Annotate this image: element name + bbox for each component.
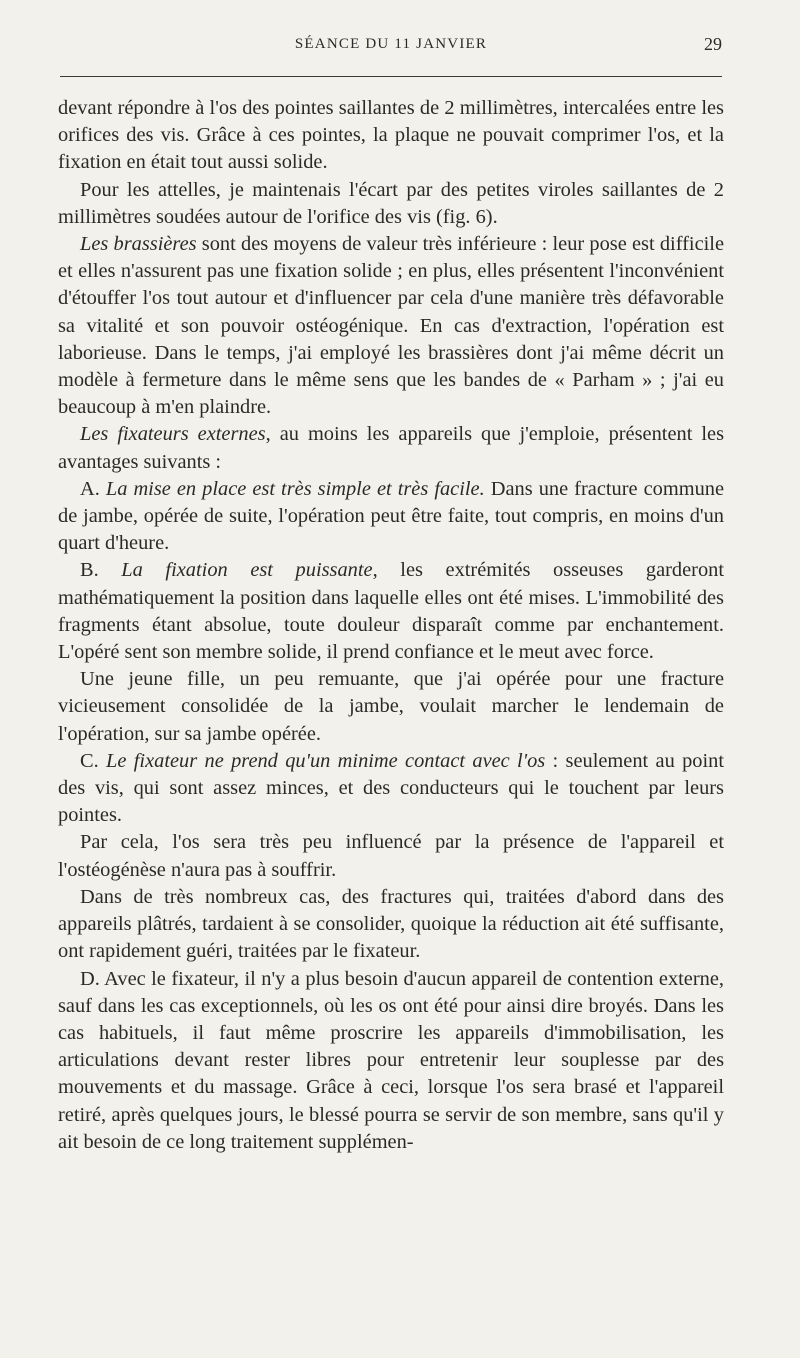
paragraph (58, 557, 724, 666)
italic-text: Les fixateurs externes (80, 423, 266, 446)
paragraph (58, 421, 724, 475)
text-segment: Dans une fracture commune de jambe, opérée de suite, l'opération peut être faite, tout compris, en moins d'un quart d'heure. (58, 477, 725, 555)
text-segment: C. (80, 749, 107, 772)
text-segment: Une jeune fille, un peu remuante, que j'ai opérée pour une fracture vicieusement consolidée de la jambe, voulait marcher le lendemain de l'opération, sur sa jambe opérée. (58, 668, 724, 745)
italic-text: La mise en place est très simple et très facile. (105, 477, 485, 500)
italic-text: Le fixateur ne prend qu'un minime contact avec l'os (106, 749, 546, 772)
paragraph (58, 177, 724, 231)
body-text (58, 95, 724, 1156)
text-segment: : seulement au point des vis, qui sont assez minces, et des conducteurs qui le touchent par leurs pointes. (58, 749, 725, 827)
text-segment: A. (80, 477, 106, 500)
text-segment: sont des moyens de valeur très inférieure : leur pose est difficile et elles n'assurent pas une fixation solide ; en plus, elles présentent l'inconvénient d'étouffer l'os tout autour et d'influencer par cela d'une manière très défavorable sa vitalité et son pouvoir ostéogénique. En cas d'extraction, l'opération est laborieuse. Dans le temps, j'ai employé les brassières dont j'ai même décrit un modèle à fermeture dans le même sens que les bandes de « Parham » ; j'ai eu beaucoup à m'en plaindre. (58, 233, 725, 419)
running-title: SÉANCE DU 11 JANVIER (294, 36, 488, 52)
paragraph (58, 666, 724, 748)
paragraph (58, 829, 724, 883)
text-segment: B. (80, 559, 122, 582)
paragraph (58, 95, 724, 177)
text-segment: , les extrémités osseuses garderont mathématiquement la position dans laquelle elles ont été mises. L'immobilité des fragments étant absolue, toute douleur disparaît comme par enchantement. L'opéré sent son membre solide, il prend confiance et le meut avec force. (58, 559, 724, 664)
text-segment: Dans de très nombreux cas, des fractures qui, traitées d'abord dans des appareils plâtrés, tardaient à se consolider, quoique la réduction ait été suffisante, ont rapidement guéri, traitées par le fixateur. (58, 885, 724, 963)
paragraph (58, 966, 724, 1156)
text-segment: D. Avec le fixateur, il n'y a plus besoin d'aucun appareil de contention externe, sauf dans les cas exceptionnels, où les os ont été pour ainsi dire broyés. Dans les cas habituels, il faut même proscrire les appareils d'immobilisation, les articulations devant rester libres pour entretenir leur souplesse par des mouvements et du massage. Grâce à ceci, lorsque l'os sera brasé et l'appareil retiré, après quelques jours, le blessé pourra se servir de son membre, sans qu'il y ait besoin de ce long traitement supplémen- (58, 967, 724, 1153)
text-segment: devant répondre à l'os des pointes saillantes de 2 millimètres, intercalées entre les orifices des vis. Grâce à ces pointes, la plaque ne pouvait comprimer l'os, et la fixation en était tout aussi solide. (58, 97, 724, 174)
paragraph (58, 231, 724, 421)
paragraph (58, 476, 724, 558)
text-segment: , au moins les appareils que j'emploie, présentent les avantages suivants : (58, 423, 724, 473)
text-segment: Pour les attelles, je maintenais l'écart par des petites viroles saillantes de 2 millimètres soudées autour de l'orifice des vis (fig. 6). (58, 178, 724, 228)
page-header (60, 32, 722, 62)
italic-text: La fixation est puissante (121, 559, 373, 582)
italic-text: Les brassières (80, 233, 197, 256)
paragraph (58, 748, 724, 830)
page-number: 29 (704, 34, 722, 54)
paragraph (58, 884, 724, 966)
text-segment: Par cela, l'os sera très peu influencé par la présence de l'appareil et l'ostéogénèse n'aura pas à souffrir. (58, 831, 724, 881)
header-rule (60, 76, 722, 77)
